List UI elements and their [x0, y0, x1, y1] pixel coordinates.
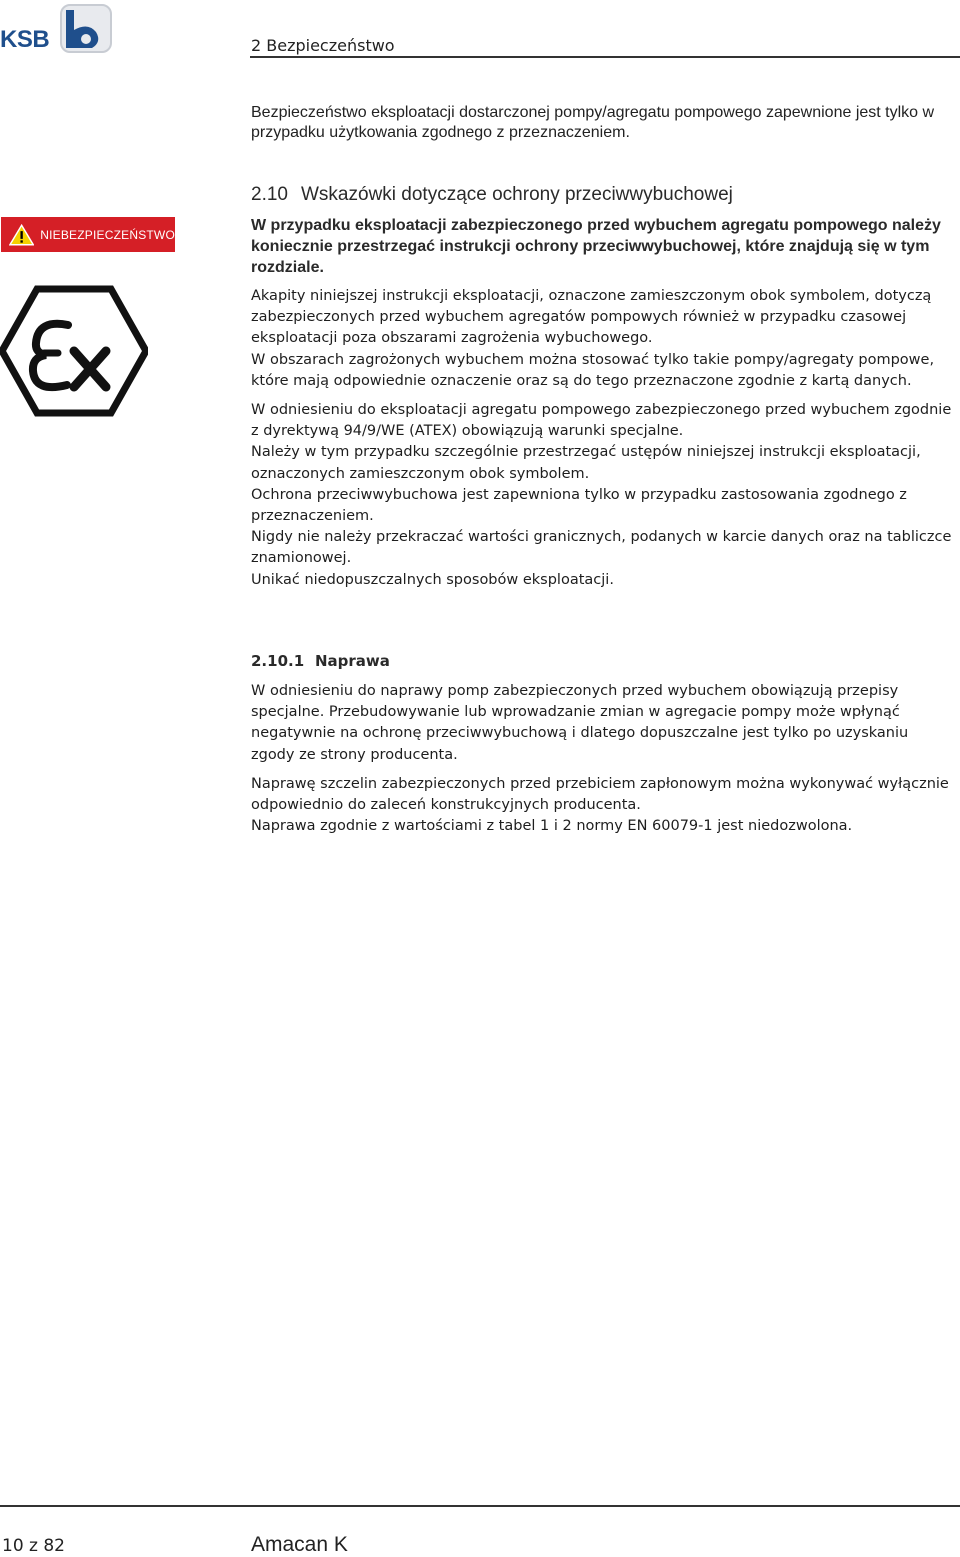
ex-explosion-protection-icon [0, 285, 148, 417]
section-title: Wskazówki dotyczące ochrony przeciwwybuchowej [301, 184, 733, 205]
subsection-title: Naprawa [315, 652, 390, 670]
paragraph: Naprawę szczelin zabezpieczonych przed przebiciem zapłonowym można wykonywać wyłącznie odpowiednio do zaleceń konstrukcyjnych producenta. [251, 775, 949, 814]
section-number: 2.10 [251, 184, 288, 205]
subsection-heading [251, 652, 390, 670]
paragraph: W obszarach zagrożonych wybuchem można stosować tylko takie pompy/agregaty pompowe, które mają odpowiednie oznaczenie oraz są do tego przeznaczone zgodnie z kartą danych. [251, 351, 935, 389]
danger-badge [1, 217, 175, 252]
section-heading [251, 184, 733, 206]
header-section-title: 2 Bezpieczeństwo [251, 36, 395, 55]
paragraph: Ochrona przeciwwybuchowa jest zapewniona tylko w przypadku zastosowania zgodnego z przeznaczeniem. [251, 486, 907, 525]
paragraph: Unikać niedopuszczalnych sposobów eksploatacji. [251, 571, 614, 588]
paragraph: Naprawa zgodnie z wartościami z tabel 1 i 2 normy EN 60079-1 jest niedozwolona. [251, 818, 853, 835]
warning-text: W przypadku eksploatacji zabezpieczonego przed wybuchem agregatu pompowego należy koniecznie przestrzegać instrukcji ochrony przeciwwybuchowej, które znajdują się w tym rozdziale. [251, 217, 941, 276]
footer-divider [0, 1505, 960, 1507]
paragraph: W odniesieniu do eksploatacji agregatu pompowego zabezpieczonego przed wybuchem zgodnie z dyrektywą 94/9/WE (ATEX) obowiązują warunki specjalne. [251, 402, 952, 440]
warning-triangle-icon [9, 224, 34, 246]
logo-text: KSB [0, 26, 50, 53]
intro-paragraph: Bezpieczeństwo eksploatacji dostarczonej pompy/agregatu pompowego zapewnione jest tylko w przypadku użytkowania zgodnego z przeznaczeniem. [251, 104, 935, 141]
paragraph: Akapity niniejszej instrukcji eksploatacji, oznaczone zamieszczonym obok symbolem, dotyczą zabezpieczonych przed wybuchem agregatów pompowych również w przypadku czasowej eksploatacji poza obszarami zagrożenia wybuchowego. [251, 288, 932, 347]
page-number: 10 z 82 [2, 1536, 65, 1556]
header-divider [250, 56, 960, 58]
subsection-number: 2.10.1 [251, 652, 305, 670]
paragraph: Należy w tym przypadku szczególnie przestrzegać ustępów niniejszej instrukcji eksploatacji, oznaczonych zamieszczonym obok symbolem. [251, 444, 921, 482]
product-name: Amacan K [251, 1533, 348, 1556]
paragraph: W odniesieniu do naprawy pomp zabezpieczonych przed wybuchem obowiązują przepisy specjalne. Przebudowywanie lub wprowadzanie zmian w agregacie pompy może wpłynąć negatywnie na ochronę przeciwwybuchową i dlatego dopuszczalne jest tylko po uzyskaniu zgody ze strony producenta. [251, 683, 909, 763]
subsection-body [251, 681, 956, 837]
paragraph: Nigdy nie należy przekraczać wartości granicznych, podanych w karcie danych oraz na tabliczce znamionowej. [251, 529, 952, 567]
section-body [251, 286, 956, 591]
danger-label: NIEBEZPIECZEŃSTWO [40, 227, 175, 242]
